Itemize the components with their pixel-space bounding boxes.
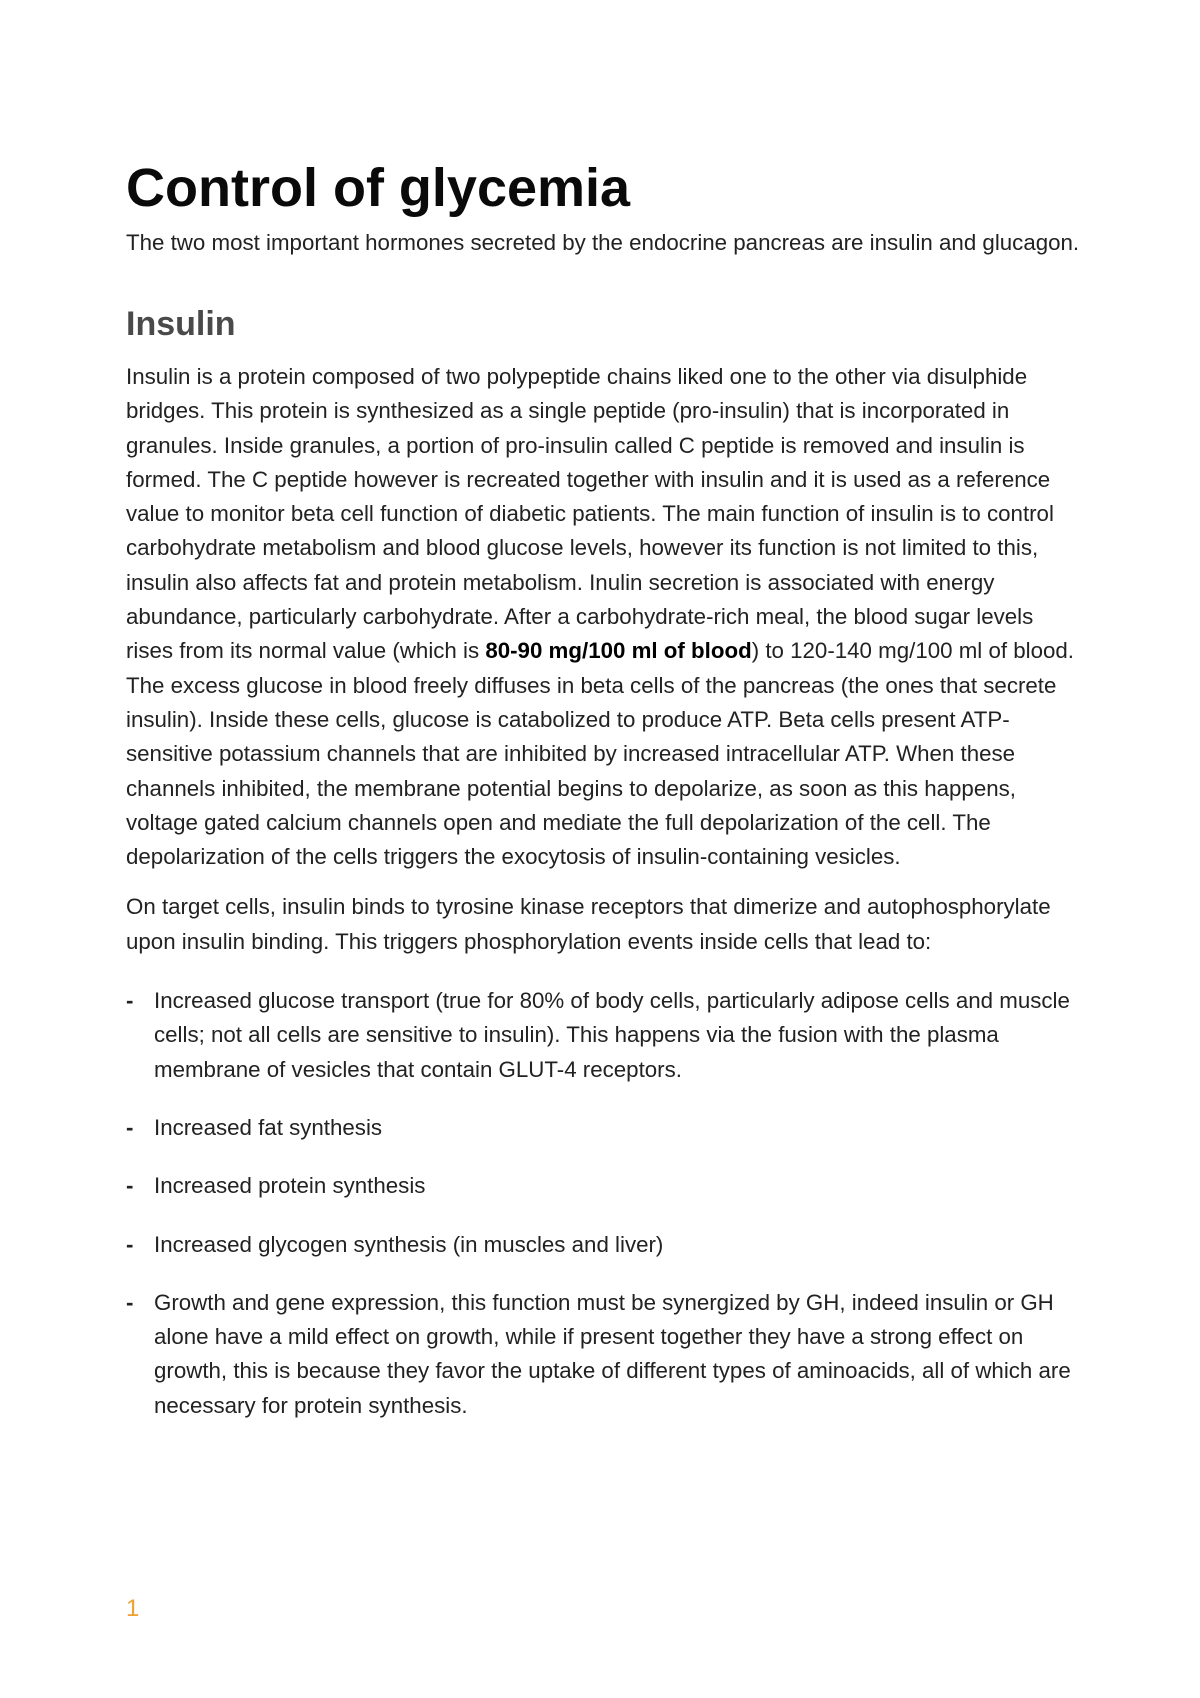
intro-paragraph: The two most important hormones secreted by the endocrine pancreas are insulin and glucagon. — [126, 230, 1080, 255]
document-page — [126, 150, 1086, 1447]
list-item — [126, 1169, 1086, 1203]
list-item-text: Increased glucose transport (true for 80% of body cells, particularly adipose cells and muscle cells; not all cells are sensitive to insulin). This happens via the fusion with the plasma membrane of vesicles that contain GLUT-4 receptors. — [154, 988, 1070, 1082]
list-item-text: Increased fat synthesis — [154, 1114, 383, 1140]
insulin-effects-list — [126, 984, 1086, 1423]
list-item-text: Increased protein synthesis — [154, 1173, 426, 1199]
dash-bullet-icon: - — [126, 1173, 134, 1199]
page-number: 1 — [126, 1595, 140, 1622]
list-item-text: Growth and gene expression, this function must be synergized by GH, indeed insulin or GH alone have a mild effect on growth, while if present together they have a strong effect on growth, this is because they favor the uptake of different types of aminoacids, all of which are necessary for protein synthesis. — [154, 1289, 1071, 1418]
paragraph-text: ) to 120-140 mg/100 ml of blood. The excess glucose in blood freely diffuses in beta cells of the pancreas (the ones that secrete insulin). Inside these cells, glucose is catabolized to produce ATP. Beta cells present ATP-sensitive potassium channels that are inhibited by increased intracellular ATP. When these channels inhibited, the membrane potential begins to depolarize, as soon as this happens, voltage gated calcium channels open and mediate the full depolarization of the cell. The depolarization of the cells triggers the exocytosis of insulin-containing vesicles. — [126, 638, 1074, 870]
insulin-paragraph-2: On target cells, insulin binds to tyrosine kinase receptors that dimerize and autophosphorylate upon insulin binding. This triggers phosphorylation events inside cells that lead to: — [126, 894, 1051, 954]
insulin-paragraph-1 — [126, 360, 1086, 874]
list-item — [126, 1286, 1086, 1423]
normal-glucose-value: 80-90 mg/100 ml of blood — [485, 638, 752, 664]
paragraph-text: Insulin is a protein composed of two polypeptide chains liked one to the other via disulphide bridges. This protein is synthesized as a single peptide (pro-insulin) that is incorporated in granules. Inside granules, a portion of pro-insulin called C peptide is removed and insulin is formed. The C peptide however is recreated together with insulin and it is used as a reference value to monitor beta cell function of diabetic patients. The main function of insulin is to control carbohydrate metabolism and blood glucose levels, however its function is not limited to this, insulin also affects fat and protein metabolism. Inulin secretion is associated with energy abundance, particularly carbohydrate. After a carbohydrate-rich meal, the blood sugar levels rises from its normal value (which is — [126, 364, 1054, 664]
dash-bullet-icon: - — [126, 1114, 134, 1140]
dash-bullet-icon: - — [126, 1289, 134, 1315]
list-item — [126, 1111, 1086, 1145]
dash-bullet-icon: - — [126, 988, 134, 1014]
list-item — [126, 1228, 1086, 1262]
dash-bullet-icon: - — [126, 1231, 134, 1257]
list-item-text: Increased glycogen synthesis (in muscles and liver) — [154, 1231, 664, 1257]
list-item — [126, 984, 1086, 1087]
page-title: Control of glycemia — [126, 158, 631, 218]
section-heading-insulin: Insulin — [126, 305, 236, 343]
